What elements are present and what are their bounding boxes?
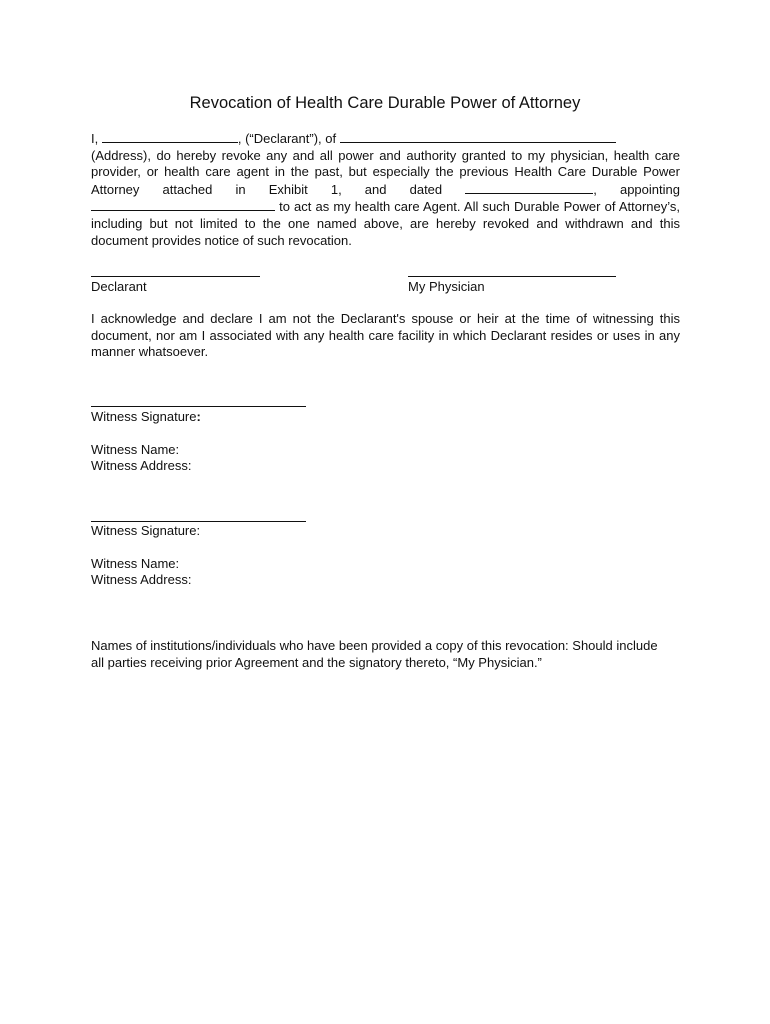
witness2-address-label: Witness Address: [91, 572, 192, 587]
declarant-name-blank[interactable] [102, 130, 238, 143]
witness1-signature-colon: : [196, 409, 201, 424]
declarant-tag-text: , (“Declarant”), of [237, 131, 337, 146]
dated-blank[interactable] [465, 181, 593, 194]
witness1-signature-text: Witness Signature [91, 409, 197, 424]
document-title: Revocation of Health Care Durable Power of Attorney [189, 94, 581, 112]
witness2-signature-line[interactable] [91, 521, 306, 522]
witness2-name-label: Witness Name: [91, 556, 180, 571]
revocation-first-line [91, 130, 680, 148]
declarant-address-blank[interactable] [340, 130, 616, 143]
appointing-text: , appointing [593, 181, 680, 197]
agent-text: to act as my health care Agent. All such Durable Power of Attorney’s, including but not limited to the one named above, are hereby revoked and withdrawn and this document provides notice of such revocation. [91, 199, 680, 248]
revocation-body [91, 148, 680, 250]
agent-name-blank[interactable] [91, 198, 275, 211]
declarant-signature-line[interactable] [91, 276, 260, 277]
physician-label: My Physician [408, 279, 485, 294]
witness1-name-label: Witness Name: [91, 442, 180, 457]
revocation-paragraph [91, 130, 680, 249]
opening-i-text: I, [91, 131, 99, 146]
witness1-signature-line[interactable] [91, 406, 306, 407]
witness1-signature-label [91, 409, 201, 425]
acknowledgment-paragraph: I acknowledge and declare I am not the Declarant's spouse or heir at the time of witnessing this document, nor am I associated with any health care facility in which Declarant resides or uses in any manner whatsoever. [91, 311, 680, 360]
witness2-signature-label: Witness Signature: [91, 523, 201, 538]
declarant-label: Declarant [91, 279, 147, 294]
witness1-address-label: Witness Address: [91, 458, 192, 473]
revocation-body-text: (Address), do hereby revoke any and all power and authority granted to my physician, health care provider, or health care agent in the past, but especially the previous Health Care Durable Power Attorney attached in Exhibit 1, and dated [91, 147, 680, 197]
institutions-note: Names of institutions/individuals who have been provided a copy of this revocation: Should include all parties receiving prior Agreement and the signatory thereto, “My Physician.” [91, 638, 658, 670]
physician-signature-line[interactable] [408, 276, 616, 277]
